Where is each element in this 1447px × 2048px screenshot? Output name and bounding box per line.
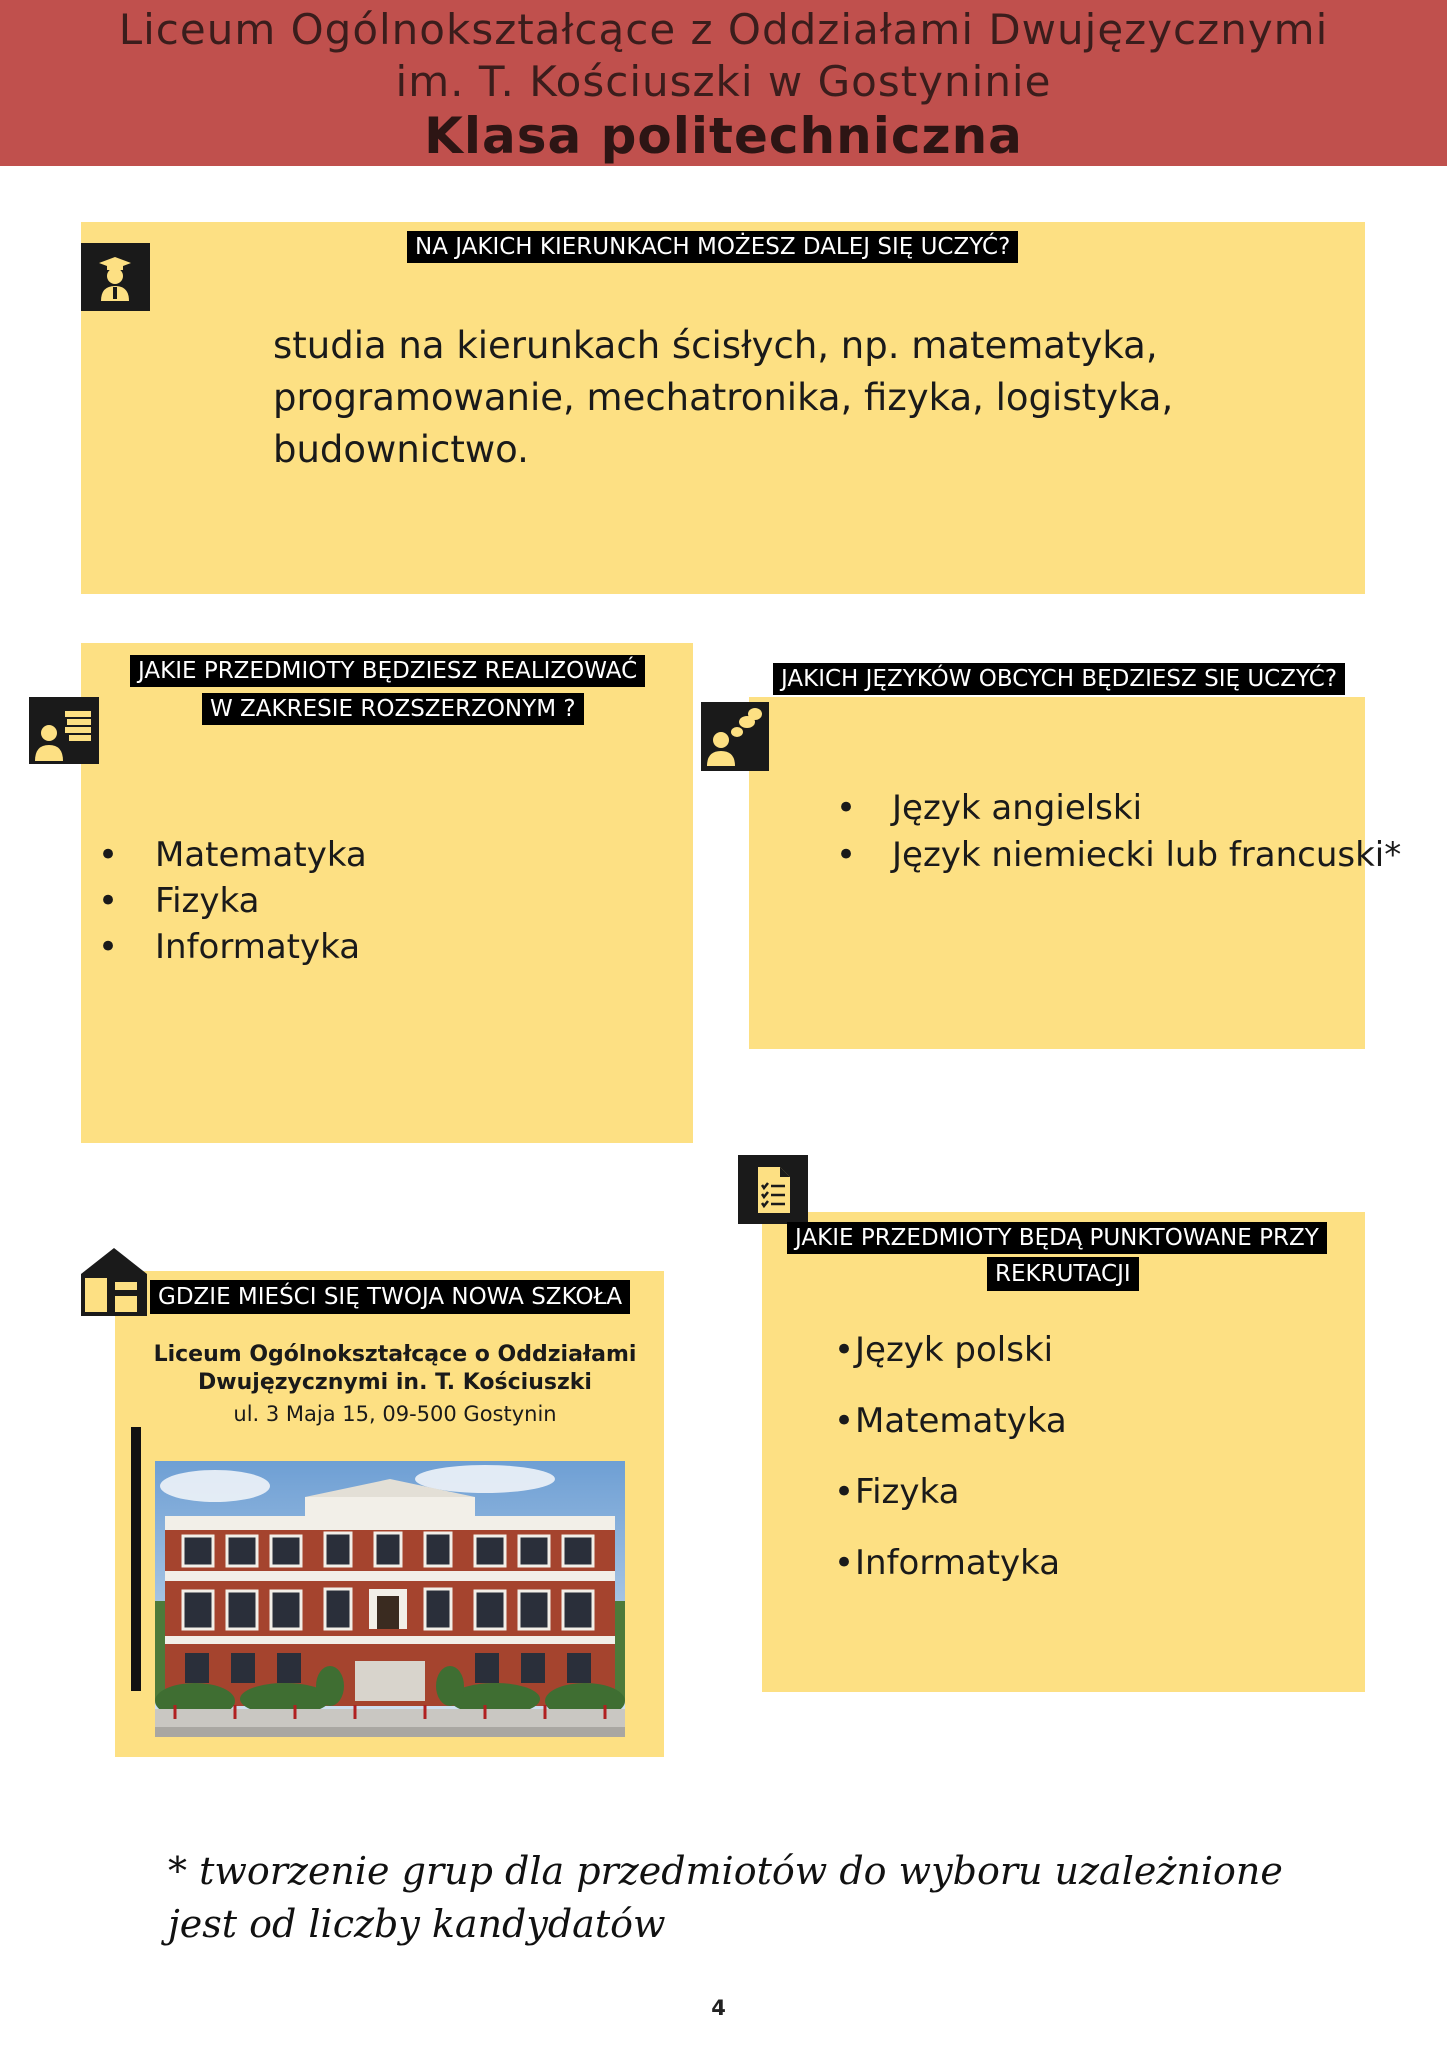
school-name-line2: Dwujęzycznymi in. T. Kościuszki — [198, 1370, 592, 1395]
studies-line: studia na kierunkach ścisłych, np. matematyka, — [273, 324, 1158, 367]
list-item-label: Język angielski — [892, 788, 1143, 828]
recruitment-question-line2: REKRUTACJI — [987, 1257, 1139, 1291]
bullet: • — [834, 1543, 855, 1583]
checklist-icon — [738, 1155, 808, 1224]
location-question: GDZIE MIEŚCI SIĘ TWOJA NOWA SZKOŁA — [150, 1280, 630, 1314]
graduate-icon — [81, 243, 150, 311]
languages-question: JAKICH JĘZYKÓW OBCYCH BĘDZIESZ SIĘ UCZYĆ? — [773, 663, 1345, 695]
school-address — [140, 1341, 650, 1431]
list-item — [98, 924, 367, 970]
footnote-line: jest od liczby kandydatów — [168, 1902, 666, 1946]
extended-subjects-list — [98, 832, 367, 970]
bullet: • — [834, 1330, 855, 1370]
list-item — [836, 785, 1401, 832]
studies-line: programowanie, mechatronika, fizyka, logistyka, — [273, 376, 1174, 419]
bullet: • — [836, 788, 857, 828]
list-item — [834, 1386, 1067, 1457]
school-building-photo — [155, 1461, 625, 1737]
school-name-line2: im. T. Kościuszki w Gostyninie — [395, 57, 1052, 106]
student-books-icon — [29, 697, 99, 764]
footnote — [168, 1845, 1283, 1951]
list-item-label: Fizyka — [855, 1472, 960, 1512]
class-title: Klasa politechniczna — [424, 107, 1023, 165]
recruitment-question-line1: JAKIE PRZEDMIOTY BĘDĄ PUNKTOWANE PRZY — [787, 1222, 1327, 1254]
page-number: 4 — [711, 1996, 726, 2020]
school-name-line1: Liceum Ogólnokształcące z Oddziałami Dwujęzycznymi — [118, 5, 1329, 54]
list-item — [836, 832, 1401, 879]
bullet: • — [98, 881, 119, 921]
bullet: • — [98, 927, 119, 967]
page-header — [0, 0, 1447, 166]
studies-text — [273, 320, 1173, 476]
list-item — [834, 1528, 1067, 1599]
conversation-icon — [701, 702, 769, 771]
list-item — [98, 832, 367, 878]
bullet: • — [834, 1401, 855, 1441]
bullet: • — [98, 835, 119, 875]
extended-question-line2: W ZAKRESIE ROZSZERZONYM ? — [202, 693, 584, 725]
studies-question: NA JAKICH KIERUNKACH MOŻESZ DALEJ SIĘ UCZYĆ? — [407, 231, 1018, 263]
recruitment-list — [834, 1315, 1067, 1599]
list-item — [98, 878, 367, 924]
list-item-label: Fizyka — [155, 881, 260, 921]
footnote-line: * tworzenie grup dla przedmiotów do wyboru uzależnione — [168, 1849, 1283, 1893]
languages-list — [836, 785, 1401, 879]
list-item — [834, 1315, 1067, 1386]
studies-line: budownictwo. — [273, 428, 529, 471]
bullet: • — [836, 835, 857, 875]
list-item-label: Matematyka — [855, 1401, 1067, 1441]
school-name-line1: Liceum Ogólnokształcące o Oddziałami — [153, 1342, 637, 1367]
bullet: • — [834, 1472, 855, 1512]
vertical-divider — [131, 1427, 141, 1691]
house-icon — [81, 1246, 147, 1316]
list-item-label: Język polski — [855, 1330, 1054, 1370]
street-address: ul. 3 Maja 15, 09-500 Gostynin — [233, 1402, 557, 1426]
list-item-label: Informatyka — [155, 927, 361, 967]
extended-question-line1: JAKIE PRZEDMIOTY BĘDZIESZ REALIZOWAĆ — [130, 655, 645, 687]
list-item-label: Informatyka — [855, 1543, 1061, 1583]
list-item — [834, 1457, 1067, 1528]
list-item-label: Język niemiecki lub francuski* — [892, 835, 1402, 875]
list-item-label: Matematyka — [155, 835, 367, 875]
